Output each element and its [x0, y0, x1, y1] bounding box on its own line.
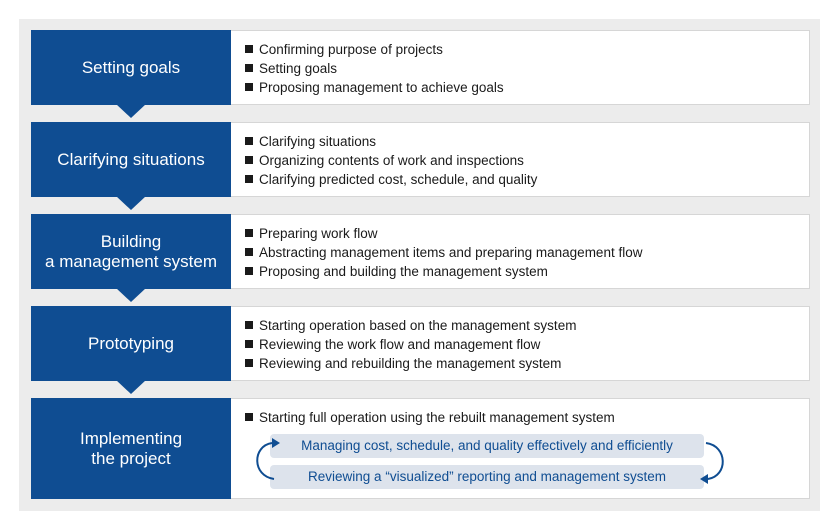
cycle-item-managing: Managing cost, schedule, and quality effectively and efficiently	[270, 434, 704, 458]
step-title	[31, 214, 231, 289]
step-item-list	[245, 408, 615, 427]
step-title-line: Building	[100, 231, 162, 251]
step-item-list	[245, 316, 576, 373]
step-title-line: Implementing	[79, 428, 183, 448]
list-item: Abstracting management items and preparing management flow	[245, 243, 642, 262]
step-title	[31, 398, 231, 499]
step-title-line: the project	[91, 448, 171, 468]
step-title-line: a management system	[45, 251, 217, 271]
step-title-line: Clarifying situations	[57, 149, 205, 169]
cycle-arrow-icon	[250, 436, 730, 486]
list-item: Clarifying situations	[245, 132, 537, 151]
list-item: Preparing work flow	[245, 224, 642, 243]
down-triangle-icon	[116, 288, 146, 302]
list-item: Setting goals	[245, 59, 504, 78]
step-item-list	[245, 224, 642, 281]
list-item: Reviewing the work flow and management flow	[245, 335, 576, 354]
list-item: Starting full operation using the rebuilt management system	[245, 408, 615, 427]
down-triangle-icon	[116, 196, 146, 210]
step-prototyping	[31, 306, 810, 381]
step-setting-goals	[31, 30, 810, 105]
step-title	[31, 122, 231, 197]
step-clarifying-situations	[31, 122, 810, 197]
list-item: Reviewing and rebuilding the management system	[245, 354, 576, 373]
step-title	[31, 306, 231, 381]
cycle-item-reviewing: Reviewing a “visualized” reporting and management system	[270, 465, 704, 489]
step-title-line: Setting goals	[81, 57, 181, 77]
down-triangle-icon	[116, 380, 146, 394]
down-triangle-icon	[116, 104, 146, 118]
list-item: Clarifying predicted cost, schedule, and quality	[245, 170, 537, 189]
list-item: Proposing management to achieve goals	[245, 78, 504, 97]
step-title-line: Prototyping	[88, 333, 174, 353]
list-item: Proposing and building the management system	[245, 262, 642, 281]
list-item: Organizing contents of work and inspections	[245, 151, 537, 170]
step-item-list	[245, 40, 504, 97]
list-item: Starting operation based on the management system	[245, 316, 576, 335]
step-title	[31, 30, 231, 105]
step-building-management-system	[31, 214, 810, 289]
step-item-list	[245, 132, 537, 189]
list-item: Confirming purpose of projects	[245, 40, 504, 59]
